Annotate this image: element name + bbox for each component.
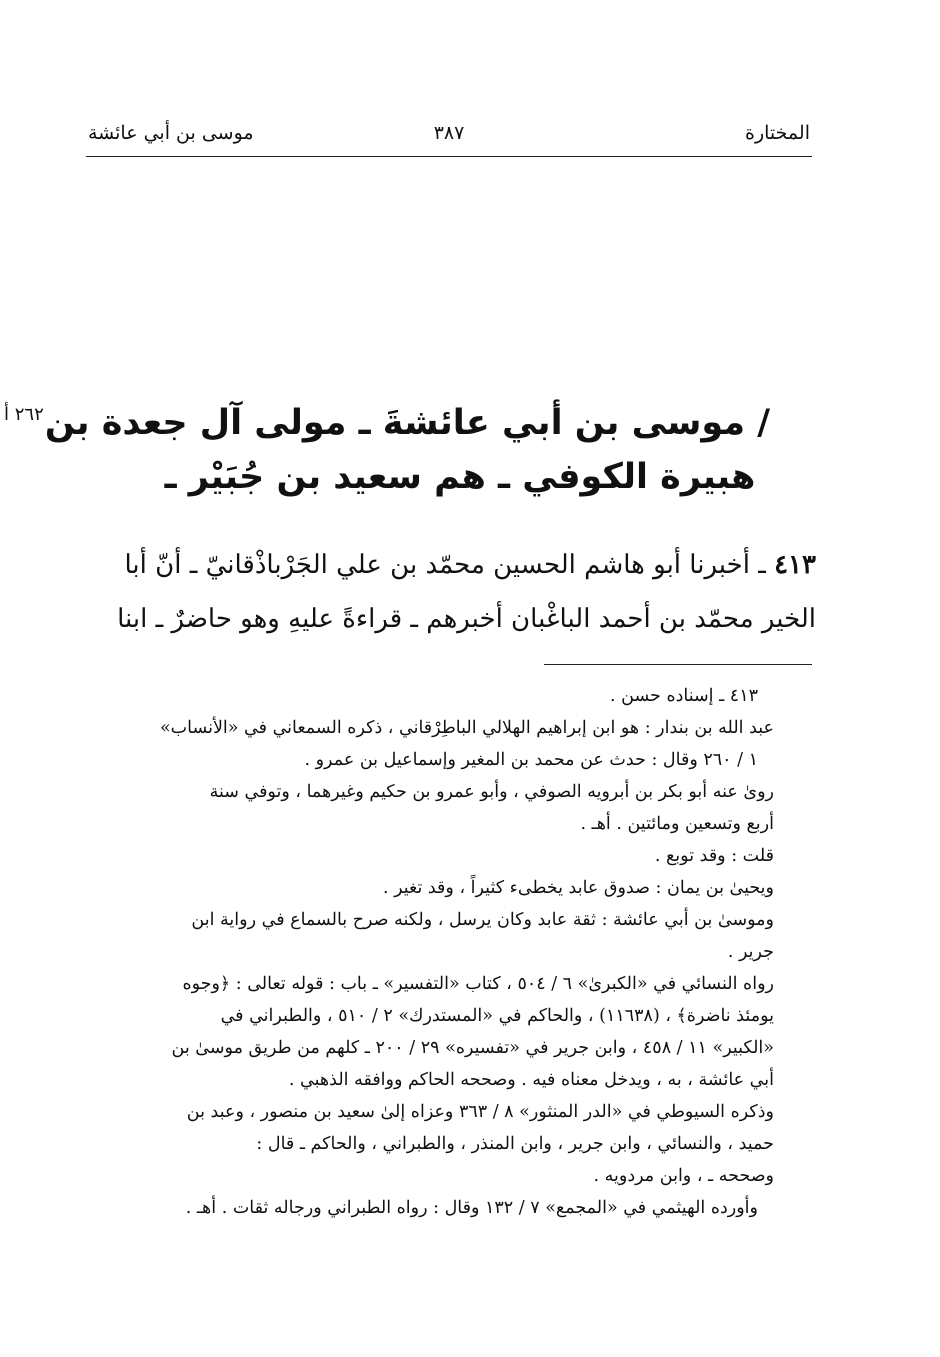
footnote-line: عبد الله بن بندار : هو ابن إبراهيم الهلالي الباطِرْقاني ، ذكره السمعاني في «الأنساب» [159,718,774,738]
chapter-title-line-2: هبيرة الكوفي ـ هم سعيد بن جُبَيْر ـ [164,457,756,497]
header-divider [86,156,812,157]
footnote-line: ويحيىٰ بن يمان : صدوق عابد يخطىء كثيراً ، وقد تغير . [382,878,774,898]
footnote-line: وموسىٰ بن أبي عائشة : ثقة عابد وكان يرسل ، ولكنه صرح بالسماع في رواية ابن [191,910,774,930]
hadith-line-2: الخير محمّد بن أحمد الباغْبان أخبرهم ـ قراءةً عليهِ وهو حاضرٌ ـ ابنا [117,604,816,634]
footnote-line: حميد ، والنسائي ، وابن جرير ، وابن المنذر ، والطبراني ، والحاكم ـ قال : [256,1134,774,1154]
footnote-line: وذكره السيوطي في «الدر المنثور» ٨ / ٣٦٣ وعزاه إلىٰ سعيد بن منصور ، وعبد بن [186,1102,774,1122]
running-header [88,122,810,154]
footnote-line: يومئذ ناضرة﴾ ، (١١٦٣٨) ، والحاكم في «المستدرك» ٢ / ٥١٠ ، والطبراني في [220,1006,774,1026]
hadith-line-1-text: ـ أخبرنا أبو هاشم الحسين محمّد بن علي الجَرْباذْقانيّ ـ أنّ أبا [124,550,766,580]
hadith-line-1 [84,538,816,592]
header-page-number: ٣٨٧ [433,122,465,144]
hadith-text [84,538,816,646]
footnote-line: جرير . [727,942,774,962]
footnote-line: وأورده الهيثمي في «المجمع» ٧ / ١٣٢ وقال : رواه الطبراني ورجاله ثقات . أهـ . [185,1198,758,1218]
footnote-line: وصححه ـ ، وابن مردويه . [593,1166,774,1186]
chapter-title [44,396,770,504]
header-book-title: المختارة [745,122,810,144]
footnote-line: ١ / ٢٦٠ وقال : حدث عن محمد بن المغير وإسماعيل بن عمرو . [304,750,758,770]
footnote-line: «الكبير» ١١ / ٤٥٨ ، وابن جرير في «تفسيره» ٢٩ / ٢٠٠ ـ كلهم من طريق موسىٰ بن [171,1038,774,1058]
footnotes [88,680,774,1224]
footnote-line: ٤١٣ ـ إسناده حسن . [610,686,758,706]
chapter-title-line-1: / موسى بن أبي عائشةَ ـ مولى آل جعدة بن [44,403,770,443]
footnote-divider [544,664,812,665]
manuscript-folio-note: ٢٦٢ أ [4,404,44,425]
hadith-number: ٤١٣ [774,550,816,580]
footnote-line: أبي عائشة ، به ، ويدخل معناه فيه . وصححه الحاكم ووافقه الذهبي . [288,1070,774,1090]
footnote-line: أربع وتسعين ومائتين . أهـ . [580,814,774,834]
footnote-line: روىٰ عنه أبو بكر بن أبرويه الصوفي ، وأبو عمرو بن حكيم وغيرهما ، وتوفي سنة [209,782,774,802]
header-section-title: موسى بن أبي عائشة [88,122,254,144]
footnote-line: رواه النسائي في «الكبرىٰ» ٦ / ٥٠٤ ، كتاب «التفسير» ـ باب : قوله تعالى : ﴿وجوه [182,974,774,994]
footnote-line: قلت : وقد توبع . [654,846,774,866]
